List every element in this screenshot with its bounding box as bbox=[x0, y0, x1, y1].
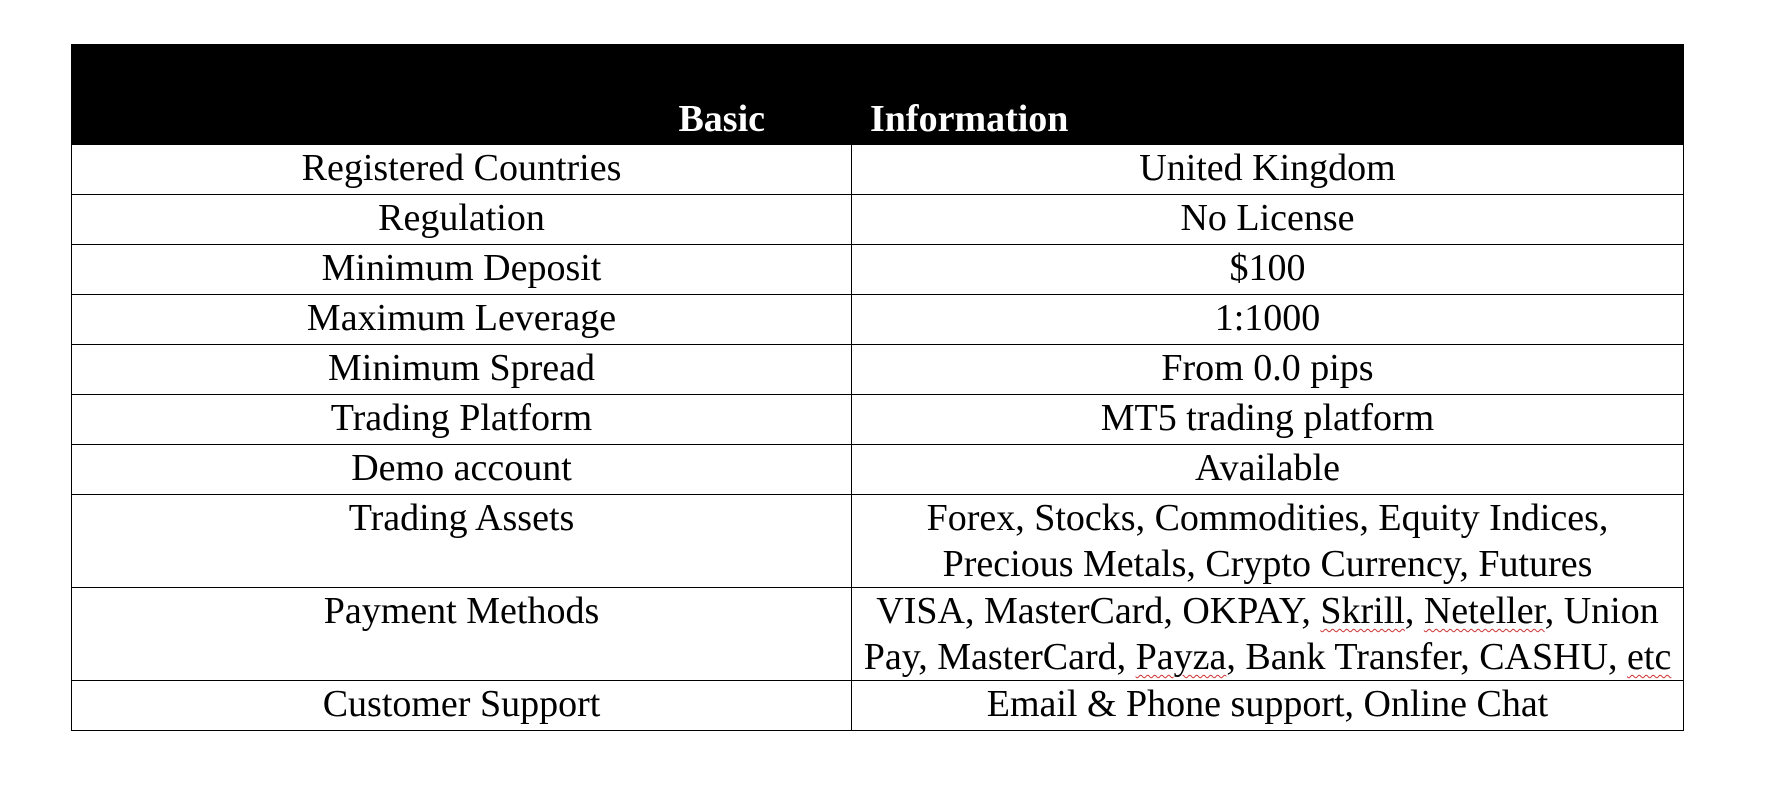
header-cell-information: Information bbox=[852, 45, 1684, 145]
row-label-trading-assets: Trading Assets bbox=[72, 495, 852, 588]
row-value-trading-platform: MT5 trading platform bbox=[852, 395, 1684, 445]
row-value-customer-support: Email & Phone support, Online Chat bbox=[852, 681, 1684, 731]
row-value-trading-assets: Forex, Stocks, Commodities, Equity Indices, Precious Metals, Crypto Currency, Futures bbox=[852, 495, 1684, 588]
table-row bbox=[72, 495, 1684, 588]
spellcheck-word: etc bbox=[1627, 636, 1672, 678]
table-row bbox=[72, 681, 1684, 731]
table-row bbox=[72, 245, 1684, 295]
table-row bbox=[72, 145, 1684, 195]
table-row bbox=[72, 195, 1684, 245]
row-label-customer-support: Customer Support bbox=[72, 681, 852, 731]
spellcheck-word: Payza bbox=[1135, 636, 1227, 678]
row-value-minimum-deposit: $100 bbox=[852, 245, 1684, 295]
row-value-demo-account: Available bbox=[852, 445, 1684, 495]
row-label-regulation: Regulation bbox=[72, 195, 852, 245]
spellcheck-word: Neteller bbox=[1423, 590, 1545, 632]
basic-information-table bbox=[71, 44, 1684, 731]
table-row bbox=[72, 295, 1684, 345]
table-row bbox=[72, 345, 1684, 395]
row-label-minimum-spread: Minimum Spread bbox=[72, 345, 852, 395]
row-value-minimum-spread: From 0.0 pips bbox=[852, 345, 1684, 395]
table-row bbox=[72, 395, 1684, 445]
table-row bbox=[72, 588, 1684, 681]
row-label-maximum-leverage: Maximum Leverage bbox=[72, 295, 852, 345]
table-header-row bbox=[72, 45, 1684, 145]
row-value-maximum-leverage: 1:1000 bbox=[852, 295, 1684, 345]
row-value-regulation: No License bbox=[852, 195, 1684, 245]
row-label-minimum-deposit: Minimum Deposit bbox=[72, 245, 852, 295]
spellcheck-word: Skrill bbox=[1320, 590, 1405, 632]
header-cell-basic: Basic bbox=[72, 45, 852, 145]
row-label-demo-account: Demo account bbox=[72, 445, 852, 495]
row-value-payment-methods: VISA, MasterCard, OKPAY, Skrill, Neteller, Union Pay, MasterCard, Payza, Bank Transfer, CASHU, etc bbox=[852, 588, 1684, 681]
table-row bbox=[72, 445, 1684, 495]
row-value-registered-countries: United Kingdom bbox=[852, 145, 1684, 195]
row-label-trading-platform: Trading Platform bbox=[72, 395, 852, 445]
row-label-registered-countries: Registered Countries bbox=[72, 145, 852, 195]
row-label-payment-methods: Payment Methods bbox=[72, 588, 852, 681]
